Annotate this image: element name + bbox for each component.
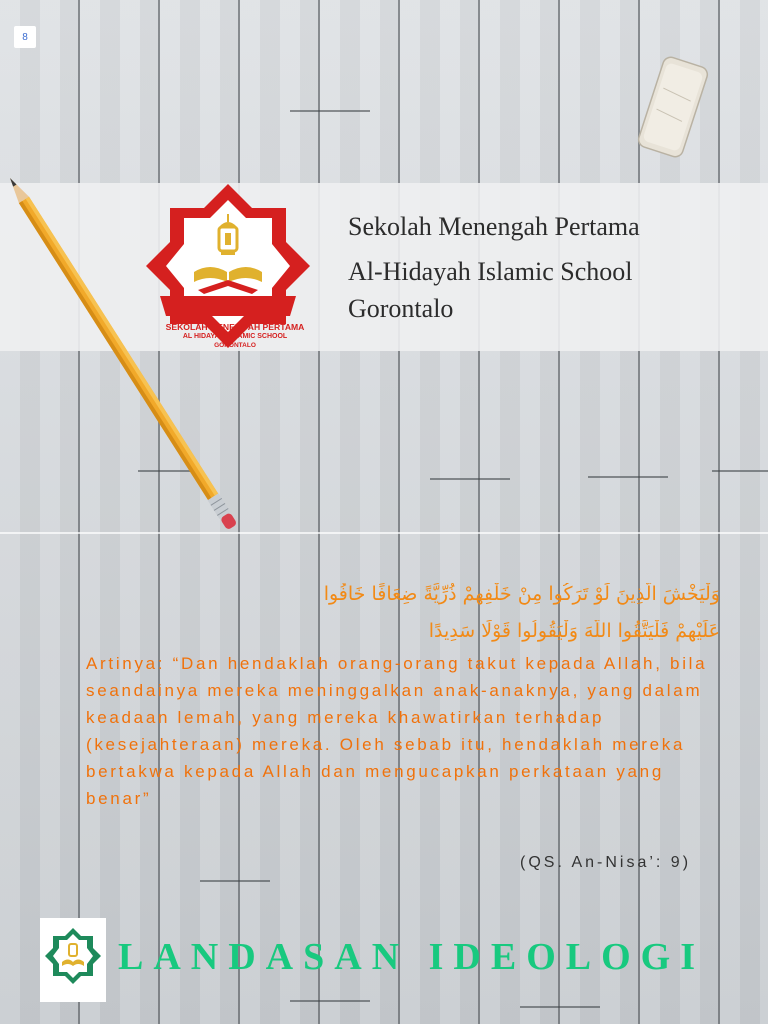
- verse-citation: (QS. An-Nisa’: 9): [520, 854, 692, 871]
- wood-seam: [712, 470, 768, 472]
- verse-translation: Artinya: “Dan hendaklah orang-orang takut kepada Allah, bila seandainya mereka meninggalkan anak-anaknya, yang dalam keadaan lemah, yang mereka khawatirkan terhadap (kesejahteraan) mereka. Oleh sebab itu, hendaklah mereka bertakwa kepada Allah dan mengucapkan perkataan yang benar”: [86, 654, 708, 808]
- wood-seam: [290, 110, 370, 112]
- section-title: LANDASAN IDEOLOGI: [118, 936, 706, 978]
- school-title-line-2: Al-Hidayah Islamic School: [348, 257, 633, 286]
- verse-arabic-line-1: وَلْيَخْشَ الَّذِينَ لَوْ تَرَكُوا مِنْ خَلْفِهِمْ ذُرِّيَّةً ضِعَافًا خَافُوا: [323, 583, 720, 605]
- page-indicator[interactable]: 8: [14, 26, 36, 48]
- eraser-icon: [628, 52, 718, 162]
- wood-seam: [588, 476, 668, 478]
- wood-seam: [290, 1000, 370, 1002]
- logo-caption-line-2: AL HIDAYAH ISLAMIC SCHOOL: [182, 333, 288, 340]
- verse-arabic-line-2: عَلَيْهِمْ فَلْيَتَّقُوا اللَّهَ وَلْيَقُولُوا قَوْلًا سَدِيدًا: [428, 620, 720, 642]
- logo-caption-line-1: SEKOLAH MENENGAH PERTAMA: [165, 322, 305, 332]
- school-title-line-3: Gorontalo: [348, 294, 454, 323]
- wood-seam: [520, 1006, 600, 1008]
- school-title-line-1: Sekolah Menengah Pertama: [348, 212, 640, 241]
- school-logo-small: [45, 926, 101, 986]
- wood-seam: [430, 478, 510, 480]
- section-divider: [0, 532, 768, 534]
- logo-caption-line-3: GORONTALO: [214, 342, 256, 349]
- wood-seam: [200, 880, 270, 882]
